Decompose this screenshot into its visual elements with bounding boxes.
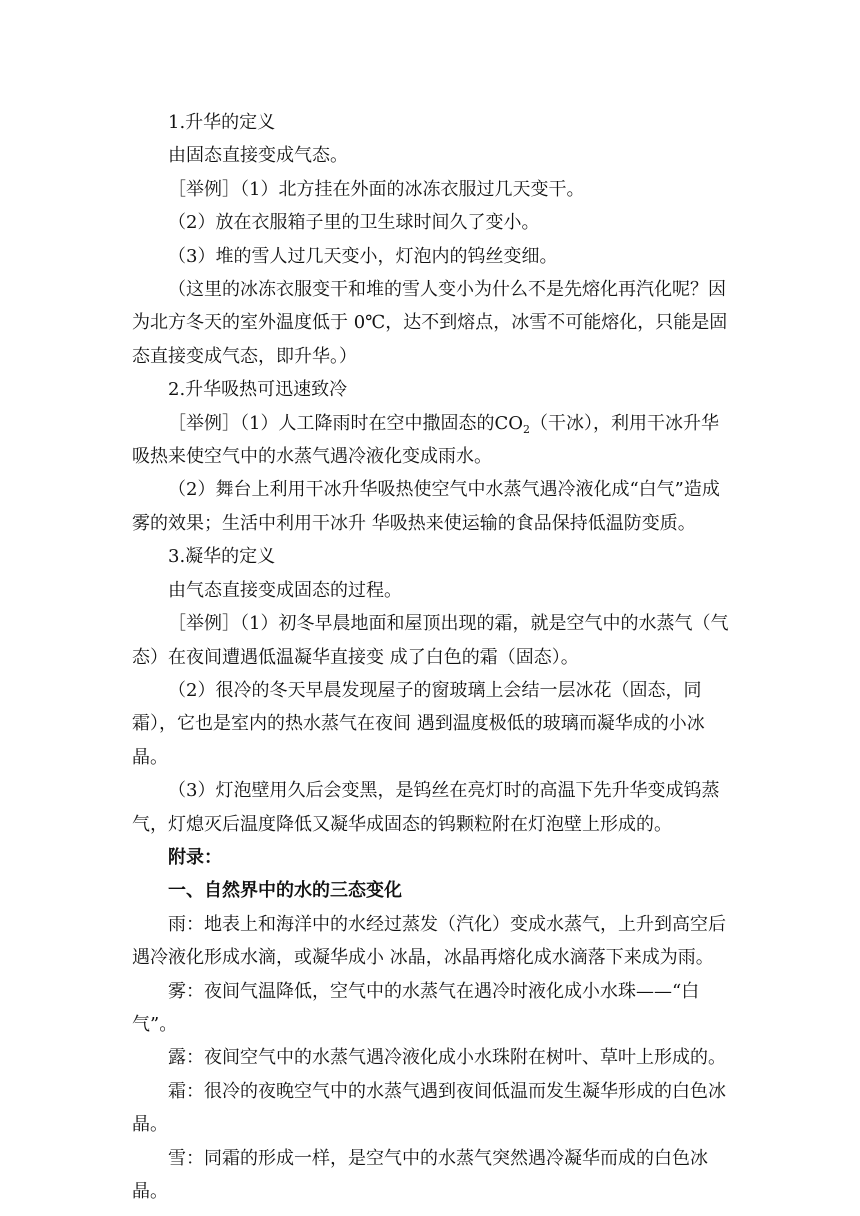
example-paragraph: ［举例］（1）初冬早晨地面和屋顶出现的霜，就是空气中的水蒸气（气态）在夜间遭遇低温凝华直接变 成了白色的霜（固态）。	[132, 613, 729, 668]
paragraph: 由固态直接变成气态。	[168, 145, 348, 167]
heading-deposition-definition: 3.凝华的定义	[168, 546, 276, 568]
paragraph: 由气态直接变成固态的过程。	[168, 579, 402, 601]
section-heading: 一、自然界中的水的三态变化	[168, 880, 402, 902]
paragraph-snow: 雪：同霜的形成一样，是空气中的水蒸气突然遇冷凝华而成的白色冰晶。	[132, 1147, 708, 1202]
appendix-heading: 附录：	[168, 846, 222, 868]
paragraph-dew: 露：夜间空气中的水蒸气遇冷液化成小水珠附在树叶、草叶上形成的。	[168, 1047, 726, 1069]
example-paragraph: （2）放在衣服箱子里的卫生球时间久了变小。	[168, 212, 540, 234]
example-paragraph: （3）灯泡壁用久后会变黑，是钨丝在亮灯时的高温下先升华变成钨蒸气，灯熄灭后温度降低又凝华成固态的钨颗粒附在灯泡壁上形成的。	[132, 780, 720, 835]
example-paragraph: （2）舞台上利用干冰升华吸热使空气中水蒸气遇冷液化成“白气”造成雾的效果；生活中利用干冰升 华吸热来使运输的食品保持低温防变质。	[132, 479, 720, 534]
example-paragraph: ［举例］（1）北方挂在外面的冰冻衣服过几天变干。	[168, 178, 585, 200]
explanation-paragraph: （这里的冰冻衣服变干和堆的雪人变小为什么不是先熔化再汽化呢？因为北方冬天的室外温度低于 0℃，达不到熔点，冰雪不可能熔化，只能是固态直接变成气态，即升华。）	[132, 279, 728, 367]
document-body	[132, 106, 732, 1208]
paragraph-fog: 雾：夜间气温降低，空气中的水蒸气在遇冷时液化成小水珠——“白气”。	[132, 980, 700, 1035]
heading-sublimation-cooling: 2.升华吸热可迅速致冷	[168, 379, 348, 401]
paragraph-rain: 雨：地表上和海洋中的水经过蒸发（汽化）变成水蒸气，上升到高空后遇冷液化形成水滴，或凝华成小 冰晶，冰晶再熔化成水滴落下来成为雨。	[132, 913, 726, 969]
heading-sublimation-definition: 1.升华的定义	[168, 112, 276, 133]
example-paragraph: （3）堆的雪人过几天变小，灯泡内的钨丝变细。	[168, 245, 558, 267]
subscript: 2	[522, 422, 530, 436]
example-text: ［举例］（1）人工降雨时在空中撒固态的CO	[168, 412, 523, 434]
paragraph-frost: 霜：很冷的夜晚空气中的水蒸气遇到夜间低温而发生凝华形成的白色冰晶。	[132, 1080, 726, 1136]
example-text: （干冰），利用干冰升华吸热来使空气中的水蒸气遇冷液化变成雨水。	[132, 412, 719, 468]
example-paragraph: （2）很冷的冬天早晨发现屋子的窗玻璃上会结一层冰花（固态，同霜），它也是室内的热水蒸气在夜间 遇到温度极低的玻璃而凝华成的小冰晶。	[132, 679, 705, 768]
example-paragraph	[132, 407, 732, 474]
